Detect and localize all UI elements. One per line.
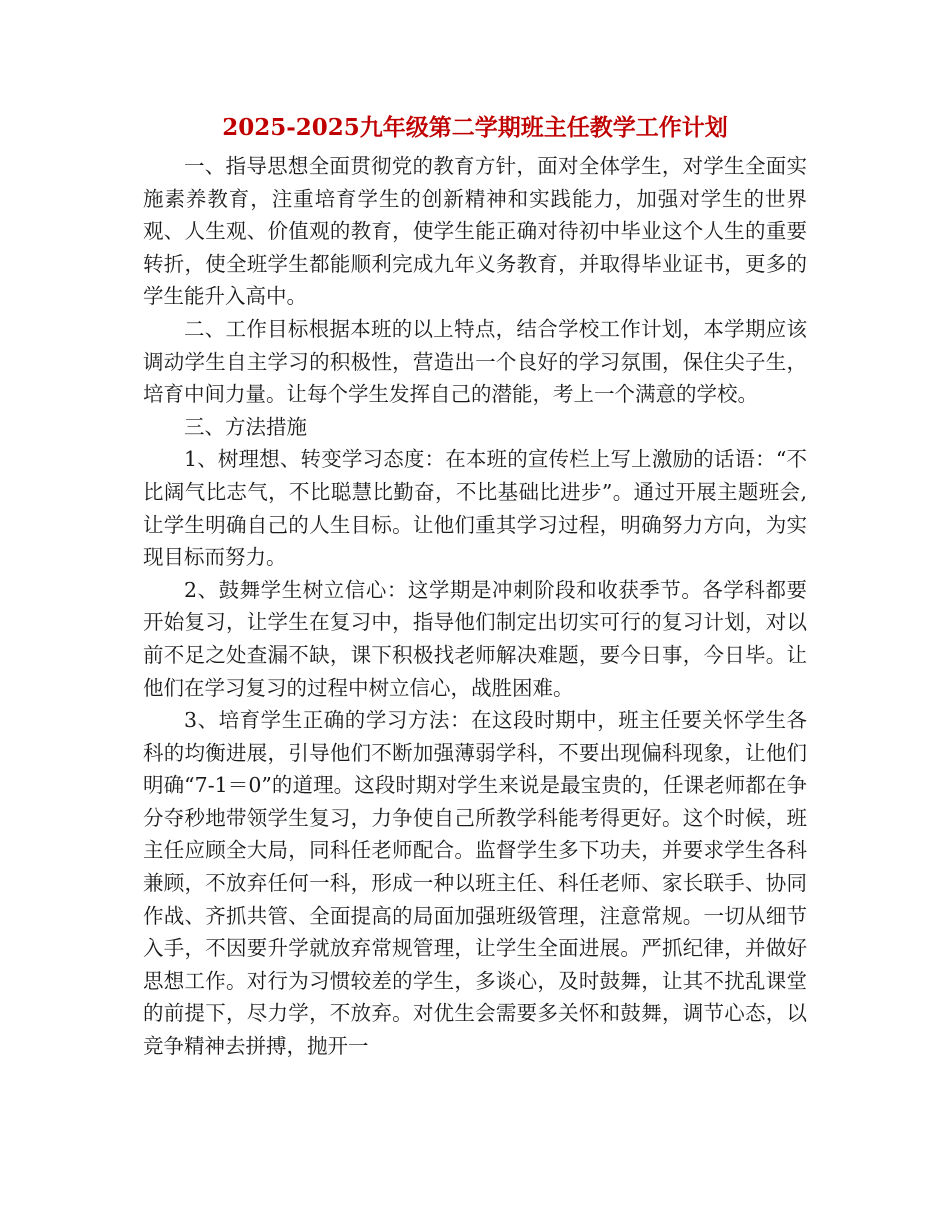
- paragraph-method-3: 3、培育学生正确的学习方法：在这段时期中，班主任要关怀学生各科的均衡进展，引导他们不断加强薄弱学科，不要出现偏科现象，让他们明确“7-1＝0”的道理。这段时期对学生来说是最宝贵的，任课老师都在争分夺秒地带领学生复习，力争使自己所教学科能考得更好。这个时候，班主任应顾全大局，同科任老师配合。监督学生多下功夫，并要求学生各科兼顾，不放弃任何一科，形成一种以班主任、科任老师、家长联手、协同作战、齐抓共管、全面提高的局面加强班级管理，注意常规。一切从细节入手，不因要升学就放弃常规管理，让学生全面进展。严抓纪律，并做好思想工作。对行为习惯较差的学生，多谈心，及时鼓舞，让其不扰乱课堂的前提下，尽力学，不放弃。对优生会需要多关怀和鼓舞，调节心态，以竞争精神去拼搏，抛开一: [143, 708, 807, 1059]
- paragraph-method-1: 1、树理想、转变学习态度：在本班的宣传栏上写上激励的话语：“不比阔气比志气，不比聪慧比勤奋，不比基础比进步”。通过开展主题班会,让学生明确自己的人生目标。让他们重其学习过程，明确努力方向，为实现目标而努力。: [143, 447, 807, 570]
- document-title: 2025-2025九年级第二学期班主任教学工作计划: [222, 114, 728, 141]
- paragraph-methods-heading: 三、方法措施: [184, 414, 307, 439]
- paragraph-method-2: 2、鼓舞学生树立信心：这学期是冲刺阶段和收获季节。各学科都要开始复习，让学生在复习中，指导他们制定出切实可行的复习计划，对以前不足之处查漏不缺，课下积极找老师解决难题，要今日事，今日毕。让他们在学习复习的过程中树立信心，战胜困难。: [143, 577, 807, 700]
- document-body: [143, 150, 807, 1063]
- paragraph-work-goals: 二、工作目标根据本班的以上特点，结合学校工作计划，本学期应该调动学生自主学习的积极性，营造出一个良好的学习氛围，保住尖子生，培育中间力量。让每个学生发挥自己的潜能，考上一个满意的学校。: [143, 316, 807, 407]
- paragraph-guiding-ideology: 一、指导思想全面贯彻党的教育方针，面对全体学生，对学生全面实施素养教育，注重培育学生的创新精神和实践能力，加强对学生的世界观、人生观、价值观的教育，使学生能正确对待初中毕业这个人生的重要转折，使全班学生都能顺利完成九年义务教育，并取得毕业证书，更多的学生能升入高中。: [143, 154, 807, 309]
